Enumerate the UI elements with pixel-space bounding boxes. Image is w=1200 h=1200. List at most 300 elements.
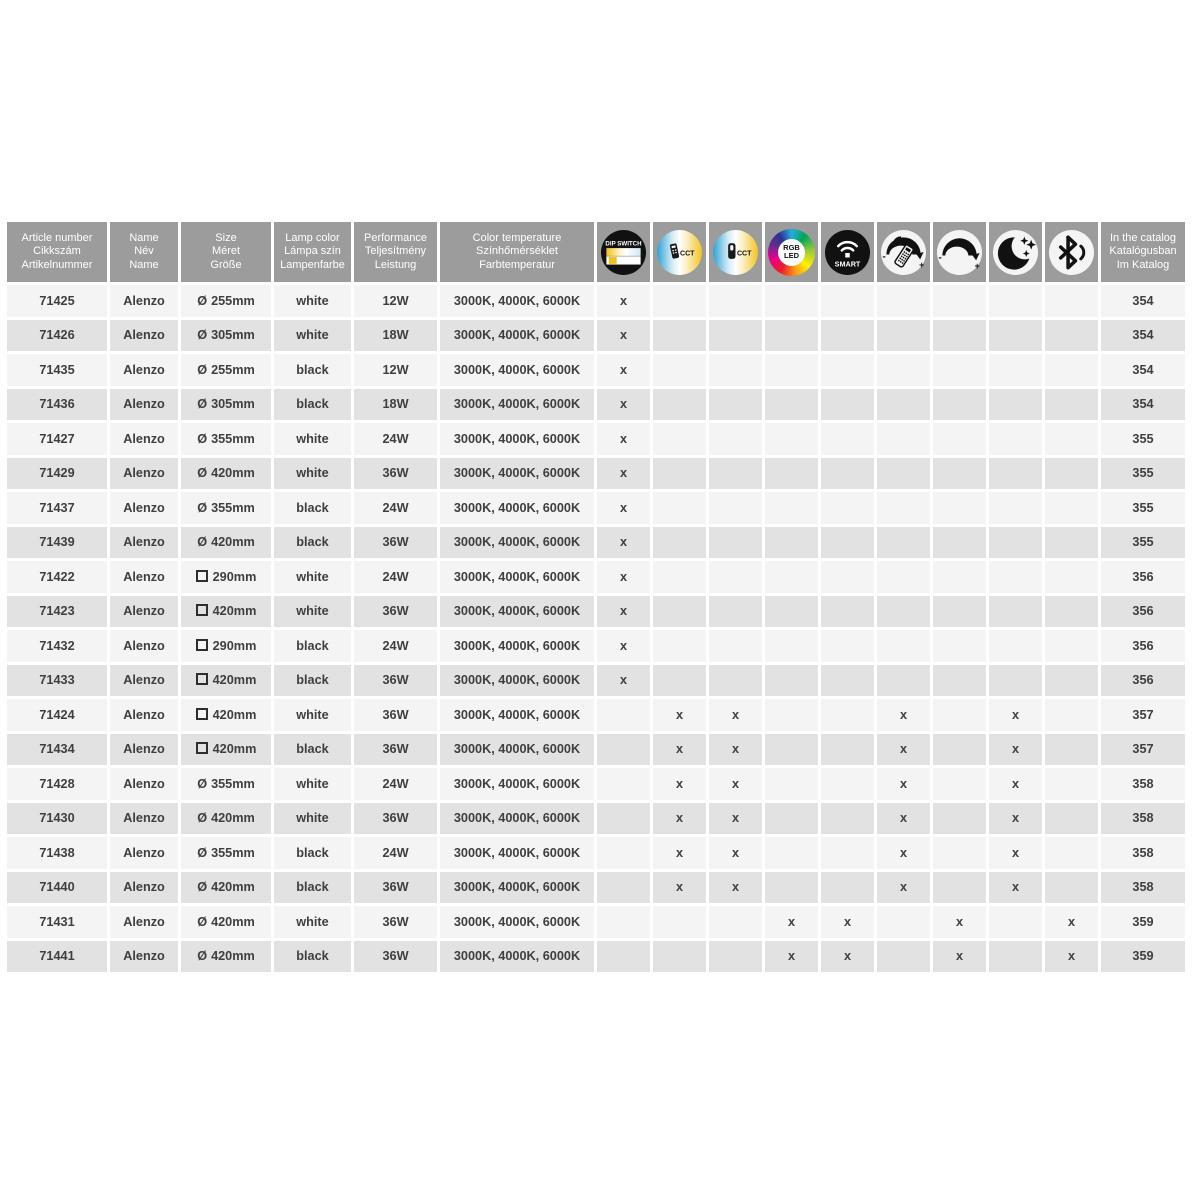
cell-lamp-color: black [274, 665, 351, 697]
cell-lamp-color: black [274, 630, 351, 662]
cell-feature-dip_switch: x [597, 285, 650, 317]
cell-name: Alenzo [110, 734, 178, 766]
cell-performance: 12W [354, 354, 437, 386]
diameter-symbol: Ø [197, 535, 208, 550]
cell-feature-night_light [989, 665, 1042, 697]
cell-feature-remote_control [877, 941, 930, 973]
cell-feature-dip_switch: x [597, 561, 650, 593]
cell-size [181, 389, 271, 421]
cell-feature-night_light [989, 941, 1042, 973]
cell-catalog-page: 355 [1101, 423, 1185, 455]
cell-lamp-color: black [274, 389, 351, 421]
header-line: Article number [21, 231, 93, 244]
size-value: 420mm [211, 880, 255, 895]
cell-feature-night_light [989, 458, 1042, 490]
svg-text:CCT: CCT [679, 249, 695, 257]
cell-feature-dip_switch [597, 734, 650, 766]
cell-catalog-page: 358 [1101, 872, 1185, 904]
cell-name: Alenzo [110, 389, 178, 421]
cell-catalog-page: 354 [1101, 389, 1185, 421]
cell-feature-remote_control [877, 630, 930, 662]
bluetooth-icon [1048, 229, 1095, 276]
cell-size [181, 906, 271, 938]
cell-feature-rgb_led [765, 285, 818, 317]
cell-color-temperature: 3000K, 4000K, 6000K [440, 768, 594, 800]
cell-feature-dimmer [933, 872, 986, 904]
cell-feature-bluetooth [1045, 837, 1098, 869]
cell-size [181, 527, 271, 559]
cell-feature-cct_remote: x [653, 768, 706, 800]
cell-size [181, 354, 271, 386]
cell-feature-rgb_led [765, 389, 818, 421]
cell-feature-rgb_led [765, 527, 818, 559]
cell-catalog-page: 355 [1101, 527, 1185, 559]
cell-feature-remote_control [877, 596, 930, 628]
cell-feature-cct_wall: x [709, 837, 762, 869]
cell-feature-dip_switch: x [597, 389, 650, 421]
table-row [7, 768, 1185, 800]
cell-feature-remote_control [877, 906, 930, 938]
cell-color-temperature: 3000K, 4000K, 6000K [440, 596, 594, 628]
cell-feature-smart [821, 354, 874, 386]
square-shape-icon [196, 639, 208, 651]
cell-feature-rgb_led [765, 492, 818, 524]
cell-article-number: 71434 [7, 734, 107, 766]
cell-performance: 12W [354, 285, 437, 317]
cell-feature-rgb_led [765, 734, 818, 766]
cell-color-temperature: 3000K, 4000K, 6000K [440, 320, 594, 352]
cell-feature-dip_switch [597, 768, 650, 800]
cell-lamp-color: white [274, 285, 351, 317]
header-line: Im Katalog [1116, 258, 1170, 271]
cell-performance: 36W [354, 872, 437, 904]
cell-color-temperature: 3000K, 4000K, 6000K [440, 665, 594, 697]
cell-catalog-page: 356 [1101, 665, 1185, 697]
cell-performance: 36W [354, 527, 437, 559]
cell-feature-night_light [989, 389, 1042, 421]
cell-article-number: 71424 [7, 699, 107, 731]
cell-name: Alenzo [110, 561, 178, 593]
cell-feature-rgb_led [765, 458, 818, 490]
cell-feature-smart [821, 837, 874, 869]
cell-size [181, 872, 271, 904]
cell-feature-rgb_led [765, 803, 818, 835]
cell-catalog-page: 357 [1101, 734, 1185, 766]
cell-feature-night_light: x [989, 734, 1042, 766]
table-row [7, 872, 1185, 904]
cell-feature-remote_control: x [877, 699, 930, 731]
diameter-symbol: Ø [197, 880, 208, 895]
diameter-symbol: Ø [197, 466, 208, 481]
table-row [7, 354, 1185, 386]
cell-feature-dimmer: x [933, 941, 986, 973]
cell-feature-remote_control: x [877, 872, 930, 904]
cell-feature-bluetooth [1045, 561, 1098, 593]
cell-feature-rgb_led [765, 561, 818, 593]
cell-lamp-color: white [274, 699, 351, 731]
cell-performance: 36W [354, 665, 437, 697]
cell-size [181, 734, 271, 766]
cell-performance: 36W [354, 596, 437, 628]
cell-color-temperature: 3000K, 4000K, 6000K [440, 630, 594, 662]
header-line: Farbtemperatur [479, 258, 555, 271]
cell-feature-bluetooth [1045, 768, 1098, 800]
cell-feature-smart [821, 458, 874, 490]
cell-performance: 36W [354, 803, 437, 835]
cell-feature-dip_switch [597, 803, 650, 835]
cell-article-number: 71441 [7, 941, 107, 973]
table-row [7, 665, 1185, 697]
table-row [7, 389, 1185, 421]
size-value: 420mm [211, 914, 255, 929]
cell-name: Alenzo [110, 665, 178, 697]
size-value: 420mm [212, 742, 257, 757]
header-line: Color temperature [472, 231, 562, 244]
cell-feature-cct_remote [653, 492, 706, 524]
table-row [7, 941, 1185, 973]
cell-feature-cct_remote [653, 906, 706, 938]
cell-catalog-page: 356 [1101, 561, 1185, 593]
cell-size [181, 596, 271, 628]
cell-article-number: 71426 [7, 320, 107, 352]
cell-feature-cct_remote [653, 354, 706, 386]
cell-feature-bluetooth [1045, 699, 1098, 731]
cell-feature-night_light: x [989, 768, 1042, 800]
cell-feature-dip_switch: x [597, 320, 650, 352]
cell-feature-rgb_led [765, 872, 818, 904]
cell-performance: 24W [354, 561, 437, 593]
cell-color-temperature: 3000K, 4000K, 6000K [440, 423, 594, 455]
size-value: 290mm [212, 638, 257, 653]
cell-catalog-page: 358 [1101, 768, 1185, 800]
cell-feature-dip_switch [597, 872, 650, 904]
cell-feature-remote_control [877, 665, 930, 697]
cell-feature-cct_remote [653, 527, 706, 559]
cell-performance: 36W [354, 941, 437, 973]
cell-lamp-color: black [274, 941, 351, 973]
header-line: Performance [364, 231, 427, 244]
header-line: Lámpa szín [284, 245, 341, 258]
cell-feature-bluetooth: x [1045, 941, 1098, 973]
cell-article-number: 71425 [7, 285, 107, 317]
cell-feature-cct_remote [653, 458, 706, 490]
cell-feature-bluetooth [1045, 630, 1098, 662]
cell-name: Alenzo [110, 458, 178, 490]
cell-feature-dimmer [933, 285, 986, 317]
cell-feature-cct_remote: x [653, 872, 706, 904]
cell-color-temperature: 3000K, 4000K, 6000K [440, 872, 594, 904]
column-header-performance [354, 222, 437, 282]
cell-feature-smart [821, 389, 874, 421]
cell-catalog-page: 355 [1101, 492, 1185, 524]
cell-feature-cct_remote [653, 630, 706, 662]
cell-article-number: 71430 [7, 803, 107, 835]
column-header-size [181, 222, 271, 282]
cell-feature-night_light: x [989, 699, 1042, 731]
cell-lamp-color: white [274, 768, 351, 800]
dimmer-icon [936, 229, 983, 276]
size-value: 305mm [211, 397, 255, 412]
cell-feature-cct_remote [653, 665, 706, 697]
cell-feature-rgb_led [765, 699, 818, 731]
cell-feature-cct_wall [709, 423, 762, 455]
svg-text:+: + [974, 260, 980, 271]
column-header-remote_control [877, 222, 930, 282]
cell-feature-smart [821, 285, 874, 317]
size-value: 255mm [211, 293, 255, 308]
table-row [7, 906, 1185, 938]
table-row [7, 699, 1185, 731]
dip-switch-icon [600, 229, 647, 276]
diameter-symbol: Ø [197, 293, 208, 308]
diameter-symbol: Ø [197, 949, 208, 964]
cell-feature-rgb_led [765, 354, 818, 386]
cell-feature-cct_remote [653, 320, 706, 352]
cell-color-temperature: 3000K, 4000K, 6000K [440, 906, 594, 938]
cell-feature-rgb_led [765, 665, 818, 697]
cell-feature-smart [821, 734, 874, 766]
cell-lamp-color: white [274, 561, 351, 593]
cell-name: Alenzo [110, 354, 178, 386]
square-shape-icon [196, 570, 208, 582]
cell-feature-cct_wall [709, 561, 762, 593]
cell-lamp-color: black [274, 872, 351, 904]
size-value: 420mm [211, 466, 255, 481]
size-value: 355mm [211, 845, 255, 860]
cell-feature-night_light: x [989, 803, 1042, 835]
size-value: 420mm [212, 707, 257, 722]
night-mode-icon [992, 229, 1039, 276]
cell-name: Alenzo [110, 837, 178, 869]
cell-feature-rgb_led: x [765, 941, 818, 973]
cell-feature-bluetooth [1045, 285, 1098, 317]
cell-lamp-color: black [274, 354, 351, 386]
header-line: Name [129, 258, 159, 271]
cell-feature-remote_control [877, 285, 930, 317]
cell-feature-smart [821, 320, 874, 352]
cell-feature-rgb_led [765, 596, 818, 628]
cell-feature-cct_remote [653, 941, 706, 973]
cell-feature-dimmer [933, 630, 986, 662]
cell-article-number: 71440 [7, 872, 107, 904]
cell-size [181, 320, 271, 352]
cell-feature-dimmer [933, 423, 986, 455]
cell-name: Alenzo [110, 423, 178, 455]
cell-feature-dimmer [933, 699, 986, 731]
diameter-symbol: Ø [197, 362, 208, 377]
cell-article-number: 71429 [7, 458, 107, 490]
column-header-color_temperature [440, 222, 594, 282]
cell-performance: 18W [354, 320, 437, 352]
size-value: 420mm [212, 673, 257, 688]
cell-article-number: 71436 [7, 389, 107, 421]
column-header-cct_remote [653, 222, 706, 282]
cell-color-temperature: 3000K, 4000K, 6000K [440, 837, 594, 869]
size-value: 355mm [211, 500, 255, 515]
cell-name: Alenzo [110, 872, 178, 904]
column-header-lamp_color [274, 222, 351, 282]
cell-lamp-color: white [274, 458, 351, 490]
header-line: Leistung [374, 258, 417, 271]
cell-performance: 36W [354, 458, 437, 490]
table-header [7, 222, 1185, 282]
cell-feature-remote_control [877, 527, 930, 559]
cell-feature-cct_wall [709, 665, 762, 697]
cell-catalog-page: 358 [1101, 803, 1185, 835]
header-line: Színhőmérséklet [476, 245, 558, 258]
column-header-bluetooth [1045, 222, 1098, 282]
cell-lamp-color: black [274, 837, 351, 869]
cell-feature-bluetooth [1045, 492, 1098, 524]
cell-feature-remote_control [877, 458, 930, 490]
cell-lamp-color: white [274, 803, 351, 835]
cell-feature-cct_wall [709, 906, 762, 938]
cell-article-number: 71439 [7, 527, 107, 559]
cell-feature-dimmer [933, 561, 986, 593]
cell-feature-rgb_led [765, 320, 818, 352]
cell-name: Alenzo [110, 320, 178, 352]
cell-feature-smart [821, 561, 874, 593]
cell-feature-bluetooth [1045, 596, 1098, 628]
cell-feature-cct_remote [653, 596, 706, 628]
cell-catalog-page: 359 [1101, 941, 1185, 973]
square-shape-icon [196, 742, 208, 754]
cell-article-number: 71432 [7, 630, 107, 662]
cell-color-temperature: 3000K, 4000K, 6000K [440, 734, 594, 766]
cell-performance: 36W [354, 906, 437, 938]
cell-feature-cct_wall [709, 354, 762, 386]
cell-feature-smart [821, 768, 874, 800]
cell-feature-cct_remote [653, 423, 706, 455]
cell-feature-smart [821, 423, 874, 455]
size-value: 420mm [211, 811, 255, 826]
cell-feature-dip_switch [597, 837, 650, 869]
size-value: 290mm [212, 569, 257, 584]
cell-article-number: 71437 [7, 492, 107, 524]
cell-feature-bluetooth [1045, 389, 1098, 421]
size-value: 420mm [211, 949, 255, 964]
cell-article-number: 71427 [7, 423, 107, 455]
cell-size [181, 492, 271, 524]
cell-size [181, 803, 271, 835]
cell-lamp-color: black [274, 492, 351, 524]
size-value: 305mm [211, 328, 255, 343]
cell-name: Alenzo [110, 699, 178, 731]
cell-feature-bluetooth [1045, 803, 1098, 835]
cell-feature-cct_remote: x [653, 734, 706, 766]
cell-feature-cct_wall [709, 389, 762, 421]
svg-text:CCT: CCT [736, 249, 752, 257]
cell-feature-dimmer [933, 837, 986, 869]
cell-color-temperature: 3000K, 4000K, 6000K [440, 803, 594, 835]
header-line: Név [134, 245, 154, 258]
header-line: Size [215, 231, 237, 244]
cell-feature-dip_switch: x [597, 423, 650, 455]
cell-performance: 24W [354, 768, 437, 800]
size-value: 420mm [212, 604, 257, 619]
cell-feature-dimmer [933, 320, 986, 352]
cell-feature-smart [821, 699, 874, 731]
diameter-symbol: Ø [197, 500, 208, 515]
cell-feature-bluetooth [1045, 354, 1098, 386]
cell-feature-cct_wall [709, 458, 762, 490]
cell-feature-dip_switch [597, 906, 650, 938]
cell-catalog-page: 359 [1101, 906, 1185, 938]
cell-feature-cct_remote: x [653, 803, 706, 835]
cell-feature-night_light [989, 527, 1042, 559]
header-line: Lamp color [285, 231, 340, 244]
cell-feature-smart [821, 492, 874, 524]
cell-catalog-page: 356 [1101, 596, 1185, 628]
cell-feature-dimmer [933, 527, 986, 559]
cell-color-temperature: 3000K, 4000K, 6000K [440, 941, 594, 973]
cell-performance: 36W [354, 699, 437, 731]
cell-feature-dimmer [933, 492, 986, 524]
cell-article-number: 71435 [7, 354, 107, 386]
header-line: Teljesítmény [364, 245, 427, 258]
cell-feature-bluetooth [1045, 458, 1098, 490]
cell-color-temperature: 3000K, 4000K, 6000K [440, 389, 594, 421]
cell-size [181, 423, 271, 455]
cell-feature-rgb_led [765, 837, 818, 869]
cell-feature-night_light [989, 561, 1042, 593]
diameter-symbol: Ø [197, 845, 208, 860]
column-header-name [110, 222, 178, 282]
cell-name: Alenzo [110, 803, 178, 835]
cell-color-temperature: 3000K, 4000K, 6000K [440, 354, 594, 386]
header-row [7, 222, 1185, 282]
cell-feature-night_light [989, 906, 1042, 938]
table-row [7, 320, 1185, 352]
cell-lamp-color: black [274, 734, 351, 766]
cell-feature-dimmer: x [933, 906, 986, 938]
cell-feature-bluetooth [1045, 320, 1098, 352]
diameter-symbol: Ø [197, 776, 208, 791]
cell-feature-dip_switch: x [597, 458, 650, 490]
cell-size [181, 458, 271, 490]
cell-feature-cct_remote: x [653, 699, 706, 731]
cell-catalog-page: 354 [1101, 320, 1185, 352]
cell-lamp-color: white [274, 320, 351, 352]
header-line: Lampenfarbe [280, 258, 345, 271]
cell-name: Alenzo [110, 768, 178, 800]
cell-size [181, 561, 271, 593]
svg-text:-: - [882, 250, 886, 262]
table-row [7, 285, 1185, 317]
table-body [7, 285, 1185, 972]
cell-feature-cct_remote [653, 561, 706, 593]
diameter-symbol: Ø [197, 397, 208, 412]
cell-catalog-page: 358 [1101, 837, 1185, 869]
header-line: Cikkszám [33, 245, 81, 258]
cell-name: Alenzo [110, 285, 178, 317]
cell-performance: 24W [354, 837, 437, 869]
table-row [7, 527, 1185, 559]
cell-name: Alenzo [110, 906, 178, 938]
diameter-symbol: Ø [197, 811, 208, 826]
cell-feature-dimmer [933, 734, 986, 766]
diameter-symbol: Ø [197, 431, 208, 446]
cell-size [181, 630, 271, 662]
header-line: In the catalog [1109, 231, 1177, 244]
cell-feature-dimmer [933, 389, 986, 421]
cell-feature-remote_control [877, 389, 930, 421]
column-header-dimmer [933, 222, 986, 282]
column-header-dip_switch [597, 222, 650, 282]
cell-feature-dip_switch [597, 699, 650, 731]
cell-feature-cct_wall: x [709, 768, 762, 800]
cell-size [181, 285, 271, 317]
